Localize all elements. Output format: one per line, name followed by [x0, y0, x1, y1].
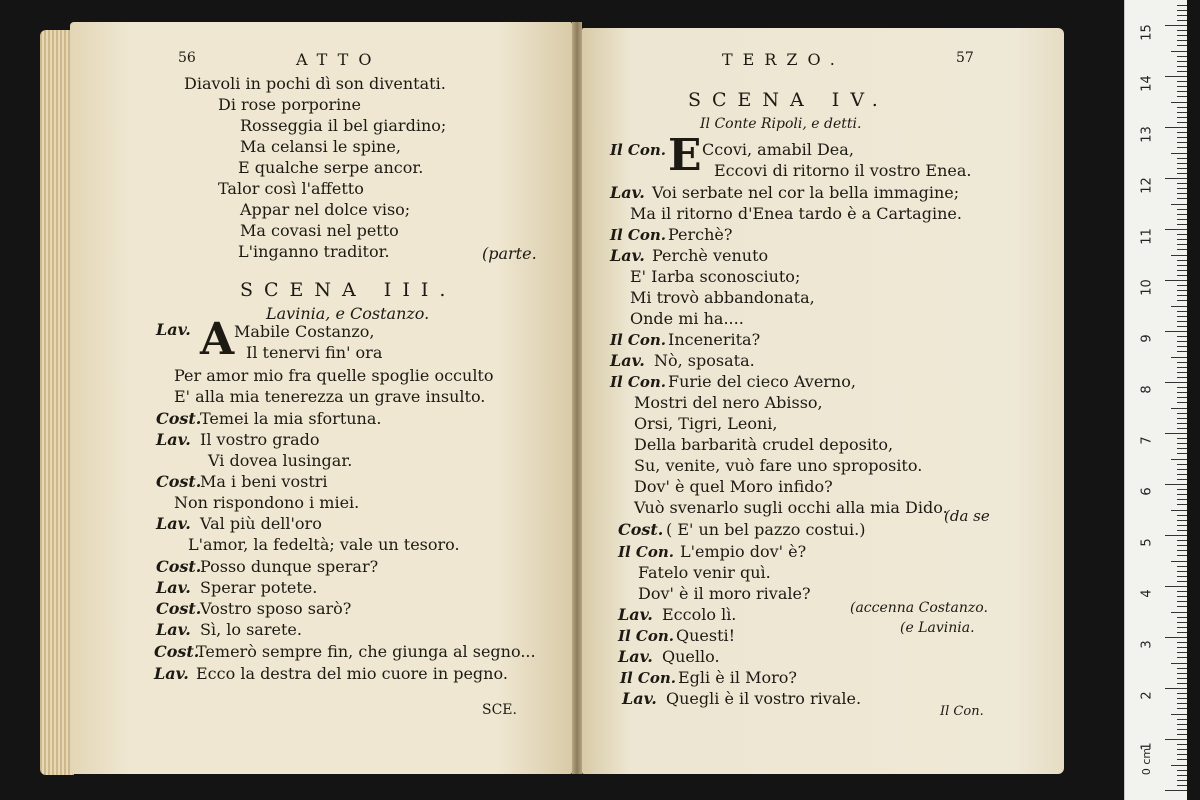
ruler-tick	[1177, 107, 1187, 108]
ruler-tick	[1177, 566, 1187, 567]
ruler-number: 7	[1139, 436, 1155, 445]
ruler-tick	[1177, 698, 1187, 699]
ruler-tick	[1177, 30, 1187, 31]
dialogue-line: Perchè venuto	[652, 246, 769, 265]
dialogue-line: Vuò svenarlo sugli occhi alla mia Dido.	[634, 498, 948, 517]
ruler-tick	[1177, 86, 1187, 87]
ruler-tick	[1165, 331, 1187, 332]
ruler-tick	[1177, 209, 1187, 210]
ruler-tick	[1177, 571, 1187, 572]
ruler-tick	[1177, 504, 1187, 505]
ruler-tick	[1177, 606, 1187, 607]
ruler-tick	[1177, 392, 1187, 393]
ruler-tick	[1165, 433, 1187, 434]
ruler-tick	[1177, 35, 1187, 36]
ruler-tick	[1177, 112, 1187, 113]
verse-line: Ma celansi le spine,	[240, 137, 401, 156]
ruler-tick	[1177, 300, 1187, 301]
ruler-tick	[1177, 703, 1187, 704]
book-gutter	[572, 22, 582, 774]
ruler-tick	[1165, 178, 1187, 179]
ruler-tick	[1177, 525, 1187, 526]
ruler-tick	[1165, 637, 1187, 638]
ruler-tick	[1177, 749, 1187, 750]
ruler-tick	[1177, 464, 1187, 465]
ruler-number: 4	[1139, 589, 1155, 598]
dialogue-line: Mi trovò abbandonata,	[630, 288, 815, 307]
ruler-tick	[1177, 56, 1187, 57]
ruler-tick	[1171, 357, 1187, 358]
ruler-number: 8	[1139, 385, 1155, 394]
ruler-tick	[1177, 545, 1187, 546]
ruler-tick	[1177, 622, 1187, 623]
verse-line: Ma covasi nel petto	[240, 221, 399, 240]
ruler-tick	[1177, 744, 1187, 745]
ruler-tick	[1177, 372, 1187, 373]
dialogue-line: Eccovi di ritorno il vostro Enea.	[714, 161, 972, 180]
dialogue-line: Ma il ritorno d'Enea tardo è a Cartagine.	[630, 204, 962, 223]
verse-line: Diavoli in pochi dì son diventati.	[184, 74, 446, 93]
drop-capital: E	[668, 130, 702, 181]
verse-line: Di rose porporine	[218, 95, 362, 114]
ruler-tick	[1177, 581, 1187, 582]
ruler-tick	[1171, 714, 1187, 715]
ruler-tick	[1177, 734, 1187, 735]
dialogue-line: Mostri del nero Abisso,	[634, 393, 823, 412]
dialogue-line: Ccovi, amabil Dea,	[702, 140, 854, 159]
ruler-number: 9	[1139, 334, 1155, 343]
dialogue-line: Dov' è il moro rivale?	[638, 584, 811, 603]
aside-direction: (da se	[944, 507, 990, 525]
ruler-tick	[1177, 137, 1187, 138]
ruler-tick	[1177, 290, 1187, 291]
ruler-tick	[1171, 459, 1187, 460]
ruler-tick	[1177, 453, 1187, 454]
verse-line: Talor così l'affetto	[218, 179, 364, 198]
speaker: Cost.	[154, 642, 200, 661]
ruler-tick	[1177, 724, 1187, 725]
scene-characters: Lavinia, e Costanzo.	[266, 304, 430, 323]
verse-line: Appar nel dolce viso;	[240, 200, 411, 219]
ruler-tick	[1177, 775, 1187, 776]
ruler-tick	[1177, 494, 1187, 495]
dialogue-line: Orsi, Tigri, Leoni,	[634, 414, 778, 433]
ruler-tick	[1177, 632, 1187, 633]
ruler-tick	[1177, 295, 1187, 296]
ruler-tick	[1177, 652, 1187, 653]
ruler-tick	[1177, 499, 1187, 500]
drop-capital: A	[200, 314, 235, 365]
speaker: Il Con.	[618, 627, 675, 645]
speaker: Lav.	[618, 647, 653, 666]
ruler-tick	[1177, 754, 1187, 755]
ruler-tick	[1177, 219, 1187, 220]
ruler-tick	[1177, 438, 1187, 439]
ruler-tick	[1177, 224, 1187, 225]
ruler-tick	[1177, 193, 1187, 194]
stage-direction: (parte.	[482, 244, 537, 263]
page-edges	[40, 30, 74, 775]
ruler-tick	[1177, 66, 1187, 67]
dialogue-line: E' Iarba sconosciuto;	[630, 267, 801, 286]
ruler-tick	[1177, 10, 1187, 11]
ruler-number: 14	[1139, 75, 1155, 92]
ruler-tick	[1177, 402, 1187, 403]
ruler-tick	[1165, 535, 1187, 536]
ruler-tick	[1177, 530, 1187, 531]
scene-title: SCENA IV.	[688, 89, 889, 111]
dialogue-line: Vi dovea lusingar.	[208, 451, 353, 470]
ruler-tick	[1177, 759, 1187, 760]
ruler-tick	[1177, 188, 1187, 189]
dialogue-line: Non rispondono i miei.	[174, 493, 360, 512]
ruler-tick	[1177, 244, 1187, 245]
ruler-tick	[1171, 663, 1187, 664]
dialogue-line: Ma i beni vostri	[200, 472, 328, 491]
ruler-tick	[1177, 770, 1187, 771]
ruler-tick	[1165, 586, 1187, 587]
ruler-tick	[1177, 540, 1187, 541]
ruler-tick	[1177, 474, 1187, 475]
ruler-tick	[1177, 147, 1187, 148]
dialogue-line: Val più dell'oro	[200, 514, 322, 533]
ruler-tick	[1177, 423, 1187, 424]
ruler-tick	[1177, 601, 1187, 602]
ruler-tick	[1177, 708, 1187, 709]
ruler-tick	[1177, 346, 1187, 347]
ruler-tick	[1177, 260, 1187, 261]
ruler-tick	[1177, 234, 1187, 235]
ruler-tick	[1177, 40, 1187, 41]
dialogue-line: Egli è il Moro?	[678, 668, 797, 687]
ruler-number: 2	[1139, 691, 1155, 700]
speaker: Lav.	[610, 246, 645, 265]
ruler-number: 6	[1139, 487, 1155, 496]
ruler-tick	[1165, 382, 1187, 383]
dialogue-line: Su, venite, vuò fare uno sproposito.	[634, 456, 923, 475]
dialogue-line: Temerò sempre fin, che giunga al segno...	[196, 642, 536, 661]
ruler-tick	[1177, 336, 1187, 337]
ruler-number: 15	[1139, 24, 1155, 41]
ruler-tick	[1177, 479, 1187, 480]
ruler-tick	[1165, 127, 1187, 128]
ruler-tick	[1177, 555, 1187, 556]
ruler-number: 1	[1139, 742, 1155, 751]
dialogue-line: Quegli è il vostro rivale.	[666, 689, 862, 708]
verse-line: L'inganno traditor.	[238, 242, 390, 261]
speaker: Lav.	[622, 689, 657, 708]
ruler-tick	[1177, 71, 1187, 72]
dialogue-line: Il tenervi fin' ora	[246, 343, 383, 362]
speaker: Il Con.	[618, 543, 675, 561]
ruler-tick	[1177, 122, 1187, 123]
dialogue-line: Perchè?	[668, 225, 733, 244]
dialogue-line: Della barbarità crudel deposito,	[634, 435, 894, 454]
ruler-tick	[1177, 591, 1187, 592]
speaker: Cost.	[156, 409, 202, 428]
dialogue-line: Ecco la destra del mio cuore in pegno.	[196, 664, 508, 683]
ruler-tick	[1177, 387, 1187, 388]
left-page	[70, 22, 572, 774]
ruler-tick	[1165, 790, 1187, 791]
ruler-tick	[1177, 45, 1187, 46]
ruler-tick	[1177, 239, 1187, 240]
ruler-tick	[1177, 550, 1187, 551]
ruler-tick	[1177, 183, 1187, 184]
running-head: ATTO	[296, 50, 382, 69]
ruler-tick	[1177, 418, 1187, 419]
ruler-number: 12	[1139, 177, 1155, 194]
ruler-tick	[1165, 76, 1187, 77]
ruler-tick	[1177, 321, 1187, 322]
ruler-tick	[1165, 688, 1187, 689]
ruler-tick	[1171, 306, 1187, 307]
ruler-tick	[1177, 249, 1187, 250]
ruler-tick	[1171, 408, 1187, 409]
speaker: Lav.	[156, 430, 191, 449]
ruler-tick	[1165, 484, 1187, 485]
ruler-tick	[1177, 351, 1187, 352]
speaker: Lav.	[156, 578, 191, 597]
ruler-tick	[1177, 362, 1187, 363]
ruler-tick	[1177, 678, 1187, 679]
ruler-tick	[1171, 612, 1187, 613]
ruler-tick	[1177, 311, 1187, 312]
dialogue-line: Quello.	[662, 647, 720, 666]
dialogue-line: Incenerita?	[668, 330, 761, 349]
dialogue-line: Voi serbate nel cor la bella immagine;	[652, 183, 960, 202]
ruler-tick	[1177, 81, 1187, 82]
dialogue-line: Sì, lo sarete.	[200, 620, 302, 639]
ruler-tick	[1171, 102, 1187, 103]
running-head: TERZO.	[722, 50, 845, 69]
ruler-tick	[1177, 673, 1187, 674]
page-number: 57	[956, 50, 974, 66]
ruler-tick	[1177, 729, 1187, 730]
ruler-number: 3	[1139, 640, 1155, 649]
speaker: Il Con.	[610, 373, 667, 391]
dialogue-line: Per amor mio fra quelle spoglie occulto	[174, 366, 494, 385]
verse-line: E qualche serpe ancor.	[238, 158, 424, 177]
ruler-tick	[1177, 265, 1187, 266]
ruler-tick	[1177, 647, 1187, 648]
aside-direction: (e Lavinia.	[900, 620, 975, 636]
speaker: Lav.	[154, 664, 189, 683]
ruler-tick	[1177, 515, 1187, 516]
dialogue-line: Posso dunque sperar?	[200, 557, 379, 576]
ruler-tick	[1165, 229, 1187, 230]
speaker: Il Con.	[610, 226, 667, 244]
ruler-tick	[1177, 367, 1187, 368]
scene-title: SCENA III.	[240, 279, 457, 301]
ruler-tick	[1177, 316, 1187, 317]
ruler-tick	[1177, 596, 1187, 597]
ruler-tick	[1177, 683, 1187, 684]
ruler-tick	[1177, 443, 1187, 444]
ruler-number: 10	[1139, 279, 1155, 296]
ruler-tick	[1177, 780, 1187, 781]
speaker: Cost.	[156, 599, 202, 618]
speaker: Il Con.	[620, 669, 677, 687]
right-page	[582, 28, 1064, 774]
dialogue-line: Questi!	[676, 626, 736, 645]
ruler-tick	[1177, 142, 1187, 143]
dialogue-line: Dov' è quel Moro infido?	[634, 477, 833, 496]
ruler-number: 5	[1139, 538, 1155, 547]
dialogue-line: Eccolo lì.	[662, 605, 737, 624]
ruler-tick	[1165, 739, 1187, 740]
speaker: Lav.	[618, 605, 653, 624]
page-number: 56	[178, 50, 196, 66]
ruler-tick	[1177, 693, 1187, 694]
ruler-tick	[1177, 168, 1187, 169]
ruler-tick	[1171, 153, 1187, 154]
ruler-tick	[1177, 341, 1187, 342]
ruler-tick	[1165, 25, 1187, 26]
ruler-tick	[1177, 198, 1187, 199]
catchword: SCE.	[482, 702, 517, 718]
ruler-tick	[1177, 91, 1187, 92]
speaker: Il Con.	[610, 331, 667, 349]
ruler-tick	[1177, 132, 1187, 133]
ruler-tick	[1177, 617, 1187, 618]
ruler-tick	[1177, 576, 1187, 577]
ruler-tick	[1177, 668, 1187, 669]
ruler-tick	[1177, 214, 1187, 215]
ruler-tick	[1177, 719, 1187, 720]
dialogue-line: Sperar potete.	[200, 578, 318, 597]
ruler-tick	[1177, 448, 1187, 449]
speaker: Cost.	[618, 520, 664, 539]
aside-direction: (accenna Costanzo.	[850, 600, 988, 616]
dialogue-line: Il vostro grado	[200, 430, 320, 449]
speaker: Lav.	[610, 183, 645, 202]
dialogue-line: E' alla mia tenerezza un grave insulto.	[174, 387, 486, 406]
ruler-tick	[1177, 15, 1187, 16]
ruler-tick	[1177, 428, 1187, 429]
dialogue-line: Onde mi ha....	[630, 309, 744, 328]
ruler-tick	[1171, 204, 1187, 205]
ruler-tick	[1177, 96, 1187, 97]
speaker: Cost.	[156, 472, 202, 491]
ruler-tick	[1177, 642, 1187, 643]
dialogue-line: L'amor, la fedeltà; vale un tesoro.	[188, 535, 460, 554]
dialogue-line: Fatelo venir quì.	[638, 563, 771, 582]
ruler-tick	[1177, 469, 1187, 470]
dialogue-line: Mabile Costanzo,	[234, 322, 375, 341]
ruler-tick	[1177, 489, 1187, 490]
ruler-number: 13	[1139, 126, 1155, 143]
ruler-tick	[1177, 275, 1187, 276]
ruler-tick	[1171, 51, 1187, 52]
ruler-tick	[1171, 561, 1187, 562]
measuring-ruler	[1124, 0, 1187, 800]
speaker: Lav.	[156, 620, 191, 639]
ruler-tick	[1177, 520, 1187, 521]
catchword: Il Con.	[940, 704, 984, 719]
ruler-tick	[1177, 5, 1187, 6]
ruler-tick	[1177, 377, 1187, 378]
ruler-tick	[1177, 158, 1187, 159]
ruler-tick	[1171, 255, 1187, 256]
ruler-tick	[1177, 657, 1187, 658]
ruler-tick	[1177, 397, 1187, 398]
scene-characters: Il Conte Ripoli, e detti.	[700, 116, 862, 132]
ruler-tick	[1171, 765, 1187, 766]
ruler-tick	[1177, 627, 1187, 628]
ruler-tick	[1177, 270, 1187, 271]
speaker: Lav.	[156, 514, 191, 533]
verse-line: Rosseggia il bel giardino;	[240, 116, 447, 135]
ruler-tick	[1177, 785, 1187, 786]
ruler-tick	[1177, 61, 1187, 62]
speaker: Cost.	[156, 557, 202, 576]
dialogue-line: Furie del cieco Averno,	[668, 372, 856, 391]
dialogue-line: Temei la mia sfortuna.	[200, 409, 382, 428]
speaker: Lav.	[610, 351, 645, 370]
speaker: Il Con.	[610, 141, 667, 159]
ruler-tick	[1177, 20, 1187, 21]
dialogue-line: Vostro sposo sarò?	[200, 599, 352, 618]
ruler-tick	[1177, 413, 1187, 414]
ruler-unit-label: 0 cm	[1140, 747, 1154, 776]
ruler-tick	[1177, 117, 1187, 118]
ruler-tick	[1171, 510, 1187, 511]
ruler-tick	[1177, 326, 1187, 327]
dialogue-line: Nò, sposata.	[654, 351, 755, 370]
ruler-tick	[1177, 285, 1187, 286]
speaker: Lav.	[156, 320, 191, 339]
ruler-tick	[1165, 280, 1187, 281]
ruler-tick	[1177, 163, 1187, 164]
dialogue-line: ( E' un bel pazzo costui.)	[666, 520, 866, 539]
dialogue-line: L'empio dov' è?	[680, 542, 807, 561]
ruler-tick	[1177, 173, 1187, 174]
ruler-number: 11	[1139, 228, 1155, 245]
